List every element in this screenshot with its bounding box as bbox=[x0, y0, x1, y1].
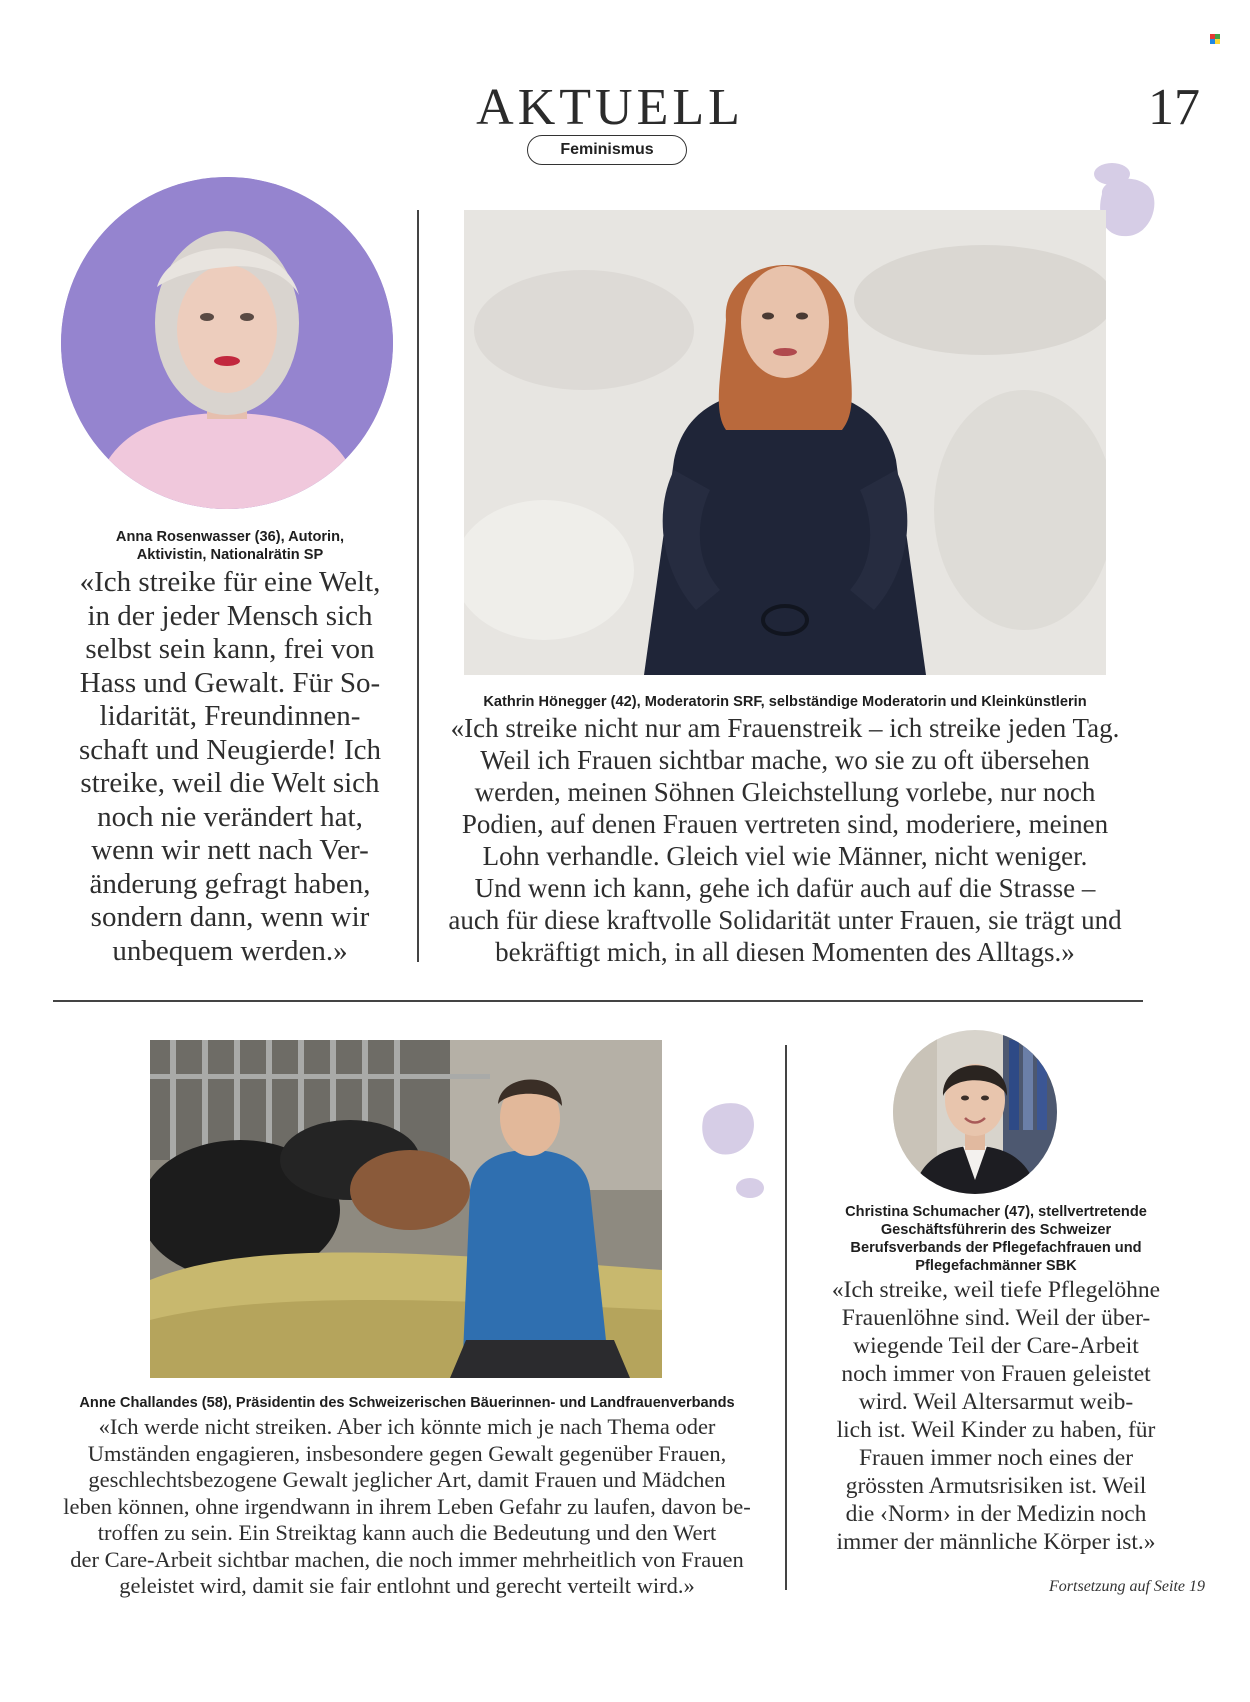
quote-line: «Ich streike für eine Welt, bbox=[79, 566, 381, 598]
caption-line: Christina Schumacher (47), stellvertretende bbox=[845, 1204, 1147, 1220]
caption-line: Kathrin Hönegger (42), Moderatorin SRF, selbständige Moderatorin und Kleinkünstlerin bbox=[483, 694, 1087, 710]
caption-line: Anna Rosenwasser (36), Autorin, bbox=[115, 529, 345, 545]
quote-line: änderung gefragt haben, bbox=[89, 867, 371, 900]
quote-line: «Ich streike nicht nur am Frauenstreik – ich streike jeden Tag. bbox=[450, 713, 1120, 743]
caption-line: Aktivistin, Nationalrätin SP bbox=[136, 547, 324, 563]
quote-kathrin-hoenegger bbox=[430, 712, 1140, 968]
caption-kathrin-hoenegger bbox=[440, 693, 1130, 711]
caption-anne-challandes bbox=[52, 1394, 762, 1412]
quote-line: selbst sein kann, frei von bbox=[85, 633, 375, 665]
caption-anna-rosenwasser bbox=[70, 528, 390, 564]
quote-line: Podien, auf denen Frauen vertreten sind, moderiere, meinen bbox=[461, 809, 1109, 839]
quote-line: troffen zu sein. Ein Streiktag kann auch die Bedeutung und den Wert bbox=[97, 1520, 717, 1545]
section-divider bbox=[53, 1000, 1143, 1002]
caption-line: Anne Challandes (58), Präsidentin des Schweizerischen Bäuerinnen- und Landfrauenverbands bbox=[79, 1395, 735, 1411]
page-number: 17 bbox=[1148, 79, 1200, 136]
quote-line: geleistet wird, damit sie fair entlohnt und gerecht verteilt wird.» bbox=[119, 1573, 695, 1598]
column-divider-bottom bbox=[785, 1045, 787, 1590]
caption-line: Geschäftsführerin des Schweizer bbox=[880, 1222, 1112, 1238]
decorative-blob-middle bbox=[695, 1098, 765, 1200]
quote-line: Hass und Gewalt. Für So- bbox=[79, 666, 381, 699]
color-registration-mark bbox=[1210, 34, 1220, 44]
quote-anna-rosenwasser bbox=[55, 566, 405, 968]
portrait-anna-rosenwasser bbox=[61, 177, 393, 509]
quote-line: in der jeder Mensch sich bbox=[87, 599, 373, 632]
quote-line: wird. Weil Altersarmut weib- bbox=[858, 1389, 1134, 1415]
quote-line: Weil ich Frauen sichtbar mache, wo sie zu oft übersehen bbox=[480, 745, 1090, 775]
quote-line: Und wenn ich kann, gehe ich dafür auch auf die Strasse – bbox=[474, 873, 1096, 903]
quote-line: die ‹Norm› in der Medizin noch bbox=[845, 1501, 1147, 1527]
quote-line: Umständen engagieren, insbesondere gegen Gewalt gegenüber Frauen, bbox=[87, 1440, 727, 1466]
quote-line: auch für diese kraftvolle Solidarität unter Frauen, sie trägt und bbox=[448, 905, 1122, 935]
quote-line: werden, meinen Söhnen Gleichstellung vorlebe, nur noch bbox=[474, 777, 1096, 807]
quote-line: streike, weil die Welt sich bbox=[80, 767, 380, 799]
caption-line: Pflegefachmänner SBK bbox=[915, 1258, 1077, 1274]
quote-line: der Care-Arbeit sichtbar machen, die noch immer mehrheitlich von Frauen bbox=[70, 1546, 744, 1572]
quote-line: «Ich streike, weil tiefe Pflegelöhne bbox=[831, 1277, 1161, 1303]
quote-line: noch nie verändert hat, bbox=[97, 800, 363, 833]
section-title: AKTUELL bbox=[476, 79, 744, 136]
quote-christina-schumacher bbox=[796, 1276, 1196, 1556]
quote-line: lich ist. Weil Kinder zu haben, für bbox=[836, 1417, 1156, 1443]
photo-anne-challandes bbox=[150, 1040, 662, 1378]
quote-line: Frauen immer noch eines der bbox=[858, 1445, 1134, 1471]
quote-line: noch immer von Frauen geleistet bbox=[841, 1361, 1151, 1387]
quote-line: Lohn verhandle. Gleich viel wie Männer, nicht weniger. bbox=[482, 841, 1088, 871]
quote-anne-challandes bbox=[52, 1414, 762, 1600]
portrait-christina-schumacher bbox=[893, 1030, 1057, 1194]
quote-line: unbequem werden.» bbox=[112, 934, 348, 967]
topic-tag: Feminismus bbox=[527, 135, 687, 165]
quote-line: wenn wir nett nach Ver- bbox=[91, 834, 369, 866]
quote-line: immer der männliche Körper ist.» bbox=[836, 1529, 1156, 1555]
quote-line: sondern dann, wenn wir bbox=[90, 901, 370, 933]
caption-christina-schumacher bbox=[796, 1203, 1196, 1275]
quote-line: «Ich werde nicht streiken. Aber ich könnte mich je nach Thema oder bbox=[98, 1414, 716, 1439]
caption-line: Berufsverbands der Pflegefachfrauen und bbox=[850, 1240, 1142, 1256]
quote-line: bekräftigt mich, in all diesen Momenten des Alltags.» bbox=[495, 937, 1075, 967]
quote-line: geschlechtsbezogene Gewalt jeglicher Art, damit Frauen und Mädchen bbox=[88, 1467, 726, 1492]
quote-line: leben können, ohne irgendwann in ihrem Leben Gefahr zu laufen, davon be- bbox=[63, 1493, 751, 1519]
continuation-note: Fortsetzung auf Seite 19 bbox=[1049, 1578, 1205, 1595]
quote-line: grössten Armutsrisiken ist. Weil bbox=[845, 1473, 1147, 1499]
column-divider-top bbox=[417, 210, 419, 962]
photo-kathrin-hoenegger bbox=[464, 210, 1106, 675]
quote-line: Frauenlöhne sind. Weil der über- bbox=[841, 1305, 1151, 1331]
quote-line: lidarität, Freundinnen- bbox=[99, 700, 361, 732]
quote-line: wiegende Teil der Care-Arbeit bbox=[853, 1333, 1139, 1359]
quote-line: schaft und Neugierde! Ich bbox=[79, 733, 381, 766]
